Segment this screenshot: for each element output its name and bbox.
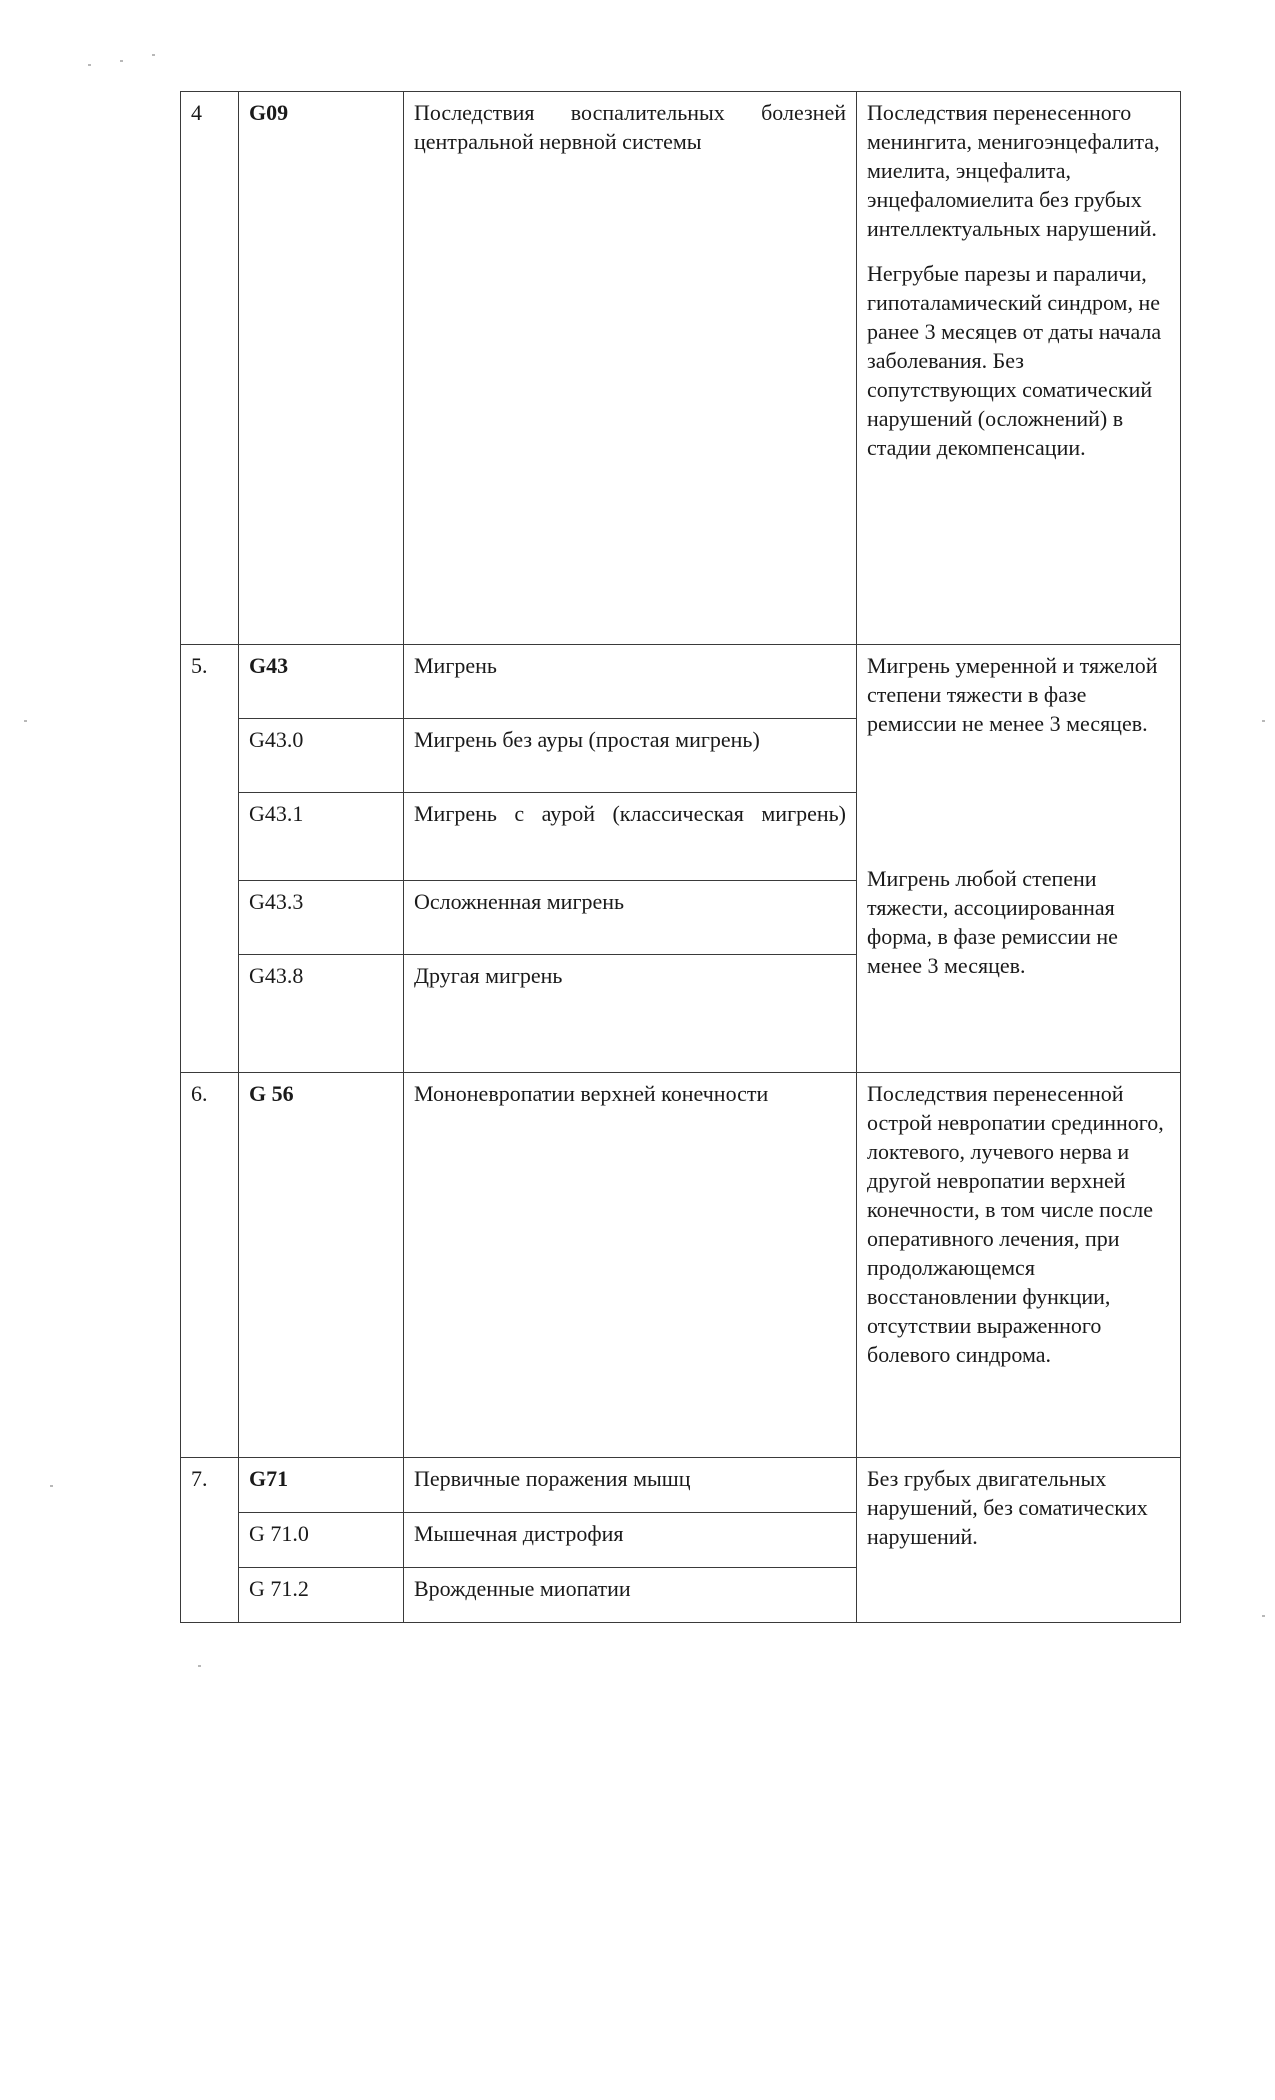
diagnosis-name [404, 793, 857, 881]
condition-text: Без грубых двигательных нарушений, без соматических нарушений. [867, 1466, 1148, 1549]
row-number: 5. [181, 645, 239, 1073]
condition-text: Мигрень умеренной и тяжелой степени тяжести в фазе ремиссии не менее 3 месяцев. [867, 653, 1158, 736]
table-row [181, 1073, 1181, 1458]
condition-text: Последствия перенесенного менингита, менигоэнцефалита, миелита, энцефалита, энцефаломиелита без грубых интеллектуальных нарушений. [867, 100, 1160, 241]
conditions-cell [857, 1458, 1181, 1623]
diagnosis-code: G43.1 [239, 793, 404, 881]
diagnosis-name: Мигрень [404, 645, 857, 719]
diagnosis-table [180, 91, 1181, 1623]
diagnosis-name: Мононевропатии верхней конечности [404, 1073, 857, 1458]
diagnosis-name: Другая мигрень [404, 955, 857, 1073]
conditions-cell [857, 645, 1181, 1073]
row-number: 6. [181, 1073, 239, 1458]
diagnosis-code: G09 [239, 92, 404, 645]
diagnosis-code: G43.3 [239, 881, 404, 955]
diagnosis-name: Осложненная мигрень [404, 881, 857, 955]
conditions-cell [857, 1073, 1181, 1458]
row-number: 4 [181, 92, 239, 645]
diagnosis-name: Врожденные миопатии [404, 1568, 857, 1623]
diagnosis-name: Последствия воспалительных болезней центральной нервной системы [404, 92, 857, 645]
diagnosis-name-line: Мигрень с аурой (классическая мигрень) [414, 801, 846, 826]
diagnosis-name: Мышечная дистрофия [404, 1513, 857, 1568]
conditions-cell [857, 92, 1181, 645]
row-number: 7. [181, 1458, 239, 1623]
diagnosis-code: G 71.2 [239, 1568, 404, 1623]
diagnosis-code: G43.0 [239, 719, 404, 793]
condition-text: Негрубые парезы и параличи, гипоталамический синдром, не ранее 3 месяцев от даты начала заболевания. Без сопутствующих соматический нарушений (осложнений) в стадии декомпенсации. [867, 261, 1162, 460]
diagnosis-code: G 56 [239, 1073, 404, 1458]
table-row [181, 645, 1181, 719]
condition-text: Последствия перенесенной острой невропатии срединного, локтевого, лучевого нерва и другой невропатии верхней конечности, в том числе после оперативного лечения, при продолжающемся восстановлении функции, отсутствии выраженного болевого синдрома. [867, 1081, 1164, 1367]
diagnosis-code: G43.8 [239, 955, 404, 1073]
condition-text: Мигрень любой степени тяжести, ассоциированная форма, в фазе ремиссии не менее 3 месяцев. [867, 866, 1118, 978]
table-row [181, 92, 1181, 645]
diagnosis-code: G 71.0 [239, 1513, 404, 1568]
diagnosis-name: Первичные поражения мышц [404, 1458, 857, 1513]
diagnosis-name: Мигрень без ауры (простая мигрень) [404, 719, 857, 793]
diagnosis-code: G43 [239, 645, 404, 719]
diagnosis-code: G71 [239, 1458, 404, 1513]
table-row [181, 1458, 1181, 1513]
